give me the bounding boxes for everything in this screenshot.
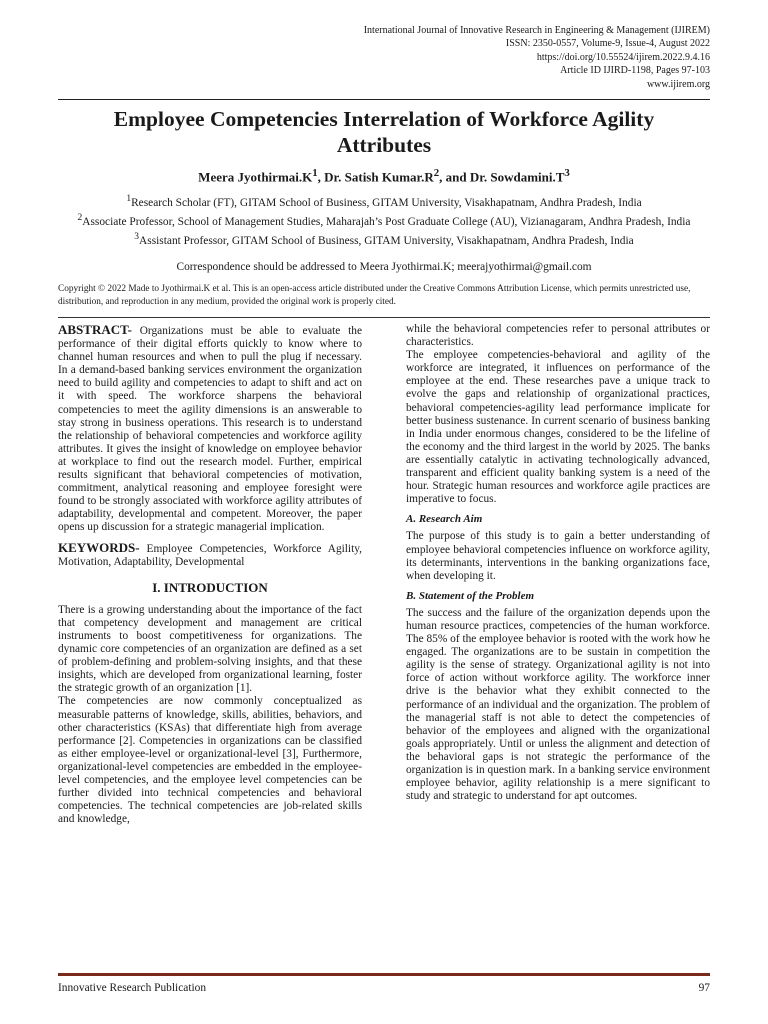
keywords-text: Employee Competencies, Workforce Agility, Motivation, Adaptability, Developmental xyxy=(58,542,362,568)
copyright-notice: Copyright © 2022 Made to Jyothirmai.K et al. This is an open-access article distributed under the Creative Commons Attribution License, which permits unrestricted use, distribution, and reproduction in any medium, provided the original work is properly cited. xyxy=(58,284,691,307)
author-1: Meera Jyothirmai.K xyxy=(198,169,313,185)
research-aim-text: The purpose of this study is to gain a better understanding of employee behavioral competencies influence on workforce agility, its determinants, interventions in the banking organizations face, when developing it. xyxy=(406,530,710,582)
journal-name: International Journal of Innovative Research in Engineering & Management (IJIREM) xyxy=(363,25,710,36)
header-divider xyxy=(58,99,710,100)
author-2: Dr. Satish Kumar.R xyxy=(324,169,434,185)
affiliations xyxy=(70,192,698,250)
author-list: Meera $Jyothirmai.K^1$, Dr. Satish $Kumar.R^2$, and Dr. $Sowdamini.T^3$ xyxy=(198,167,570,185)
section-heading-introduction: I. INTRODUCTION xyxy=(152,579,268,595)
author-3-sup: 3 xyxy=(564,167,570,179)
author-3: Dr. Sowdamini.T xyxy=(469,169,565,185)
right-paragraph-2: The employee competencies-behavioral and agility of the workforce are integrated, it influences on performance of the employee at the end. These researches pave a unique track to evolve the gaps and relationship of organizational practices, behavioral competencies-agility lead performance implicate for better business sustenance. In current scenario of business banking in India under enormous changes, considered to be the lifeline of the economy and the third largest in the world by 2025. The banks are essentially catalytic in activating technologically advanced, transparent and efficient quality banking system is a need of the hour. Strategic human resources and workforce agile practices are imperative to focus. xyxy=(406,349,710,506)
publisher-name: Innovative Research Publication xyxy=(58,982,207,994)
keywords xyxy=(58,541,362,569)
subsection-heading-problem-statement: B. Statement of the Problem xyxy=(406,589,535,602)
journal-header xyxy=(190,24,710,91)
problem-statement-text: The success and the failure of the organization depends upon the human resource practices, competencies of the human workforce. The 85% of the employee behavior is rooted with the work how he engaged. The organizations are to be sustain in competition the agility is the sense of strategy. Organizational agility is not into force of action without workforce agility. The workforce inner drive is the behavior what they exhibit connected to the performance of an individual and the organization. The problem of the managerial staff is not able to detect the competencies of behavior of the employees and aligned with the organizational goals appropriately. Until or unless the alignment and detection of the behavioral gaps is not strategic the performance of the organization is in question mark. In a banking service environment employee behavior, agility relationship is a mere significant to study and strategic to understand for apt outcomes. xyxy=(406,606,710,803)
affiliation-2: $^2$Associate Professor, School of Management Studies, Maharajah’s Post Graduate College (AU), Vizianagaram, Andhra Pradesh, India xyxy=(77,213,691,228)
right-column xyxy=(406,323,710,803)
affiliation-3: $^3$Assistant Professor, GITAM School of Business, GITAM University, Visakhapatnam, Andhra Pradesh, India xyxy=(134,232,634,248)
keywords-label: KEYWORDS- xyxy=(58,539,140,555)
journal-doi[interactable]: https://doi.org/10.55524/ijirem.2022.9.4.16 xyxy=(536,51,710,63)
article-id: Article ID IJIRD-1198, Pages 97-103 xyxy=(560,65,710,77)
abstract-label: ABSTRACT- xyxy=(58,322,132,337)
author-2-sup: 2 xyxy=(433,167,440,179)
left-column xyxy=(58,323,362,826)
abstract-text: Organizations must be able to evaluate the performance of their digital efforts quickly to know where to channel human resources and when to pull the plug if necessary. In a demand-based banking services environment the organization need to build agility and competencies to adapt to shift and act on it with speed. The workforce sharpens the behavioral competencies to meet the agility dimensions is an answerable to stay strong in business operations. This research is to understand the relationship of behavioral competencies and workforce agility attributes. It gives the insight of knowledge on employee behavior at workplace to find out the research model. Further, empirical results significant that behavioral competencies of motivation, commitment, analytical reasoning and employee foresight were found to be strongly associated with workforce agility attributes of adaptability, developmental and competent. Moreover, the paper opens up discussion for a strategic managerial implication. xyxy=(58,325,362,534)
intro-paragraph-1: There is a growing understanding about the importance of the fact that competency development and management are critical instruments to boost competitiveness for organizations. The dynamic core competencies of an organization are defined as a set of problem-defining and problem-solving insights, and that these insights, which are developed from organizational learning, foster the strategic growth of an organization [1]. xyxy=(58,603,362,695)
right-paragraph-1: while the behavioral competencies refer to personal attributes or characteristics. xyxy=(406,323,710,349)
paper-title: Employee Competencies Interrelation of Workforce Agility Attributes xyxy=(113,107,655,157)
abstract xyxy=(58,323,362,535)
page-number: 97 xyxy=(698,982,710,994)
affiliation-1: $^1$Research Scholar (FT), GITAM School of Business, GITAM University, Visakhapatnam, Andhra Pradesh, India xyxy=(126,194,642,209)
journal-issn: ISSN: 2350-0557, Volume-9, Issue-4, August 2022 xyxy=(505,38,710,50)
intro-paragraph-2: The competencies are now commonly conceptualized as measurable patterns of knowledge, skills, abilities, behaviors, and other characteristics (KSAs) that differentiate high from average performance [2]. Competencies in organizations can be classified as either employee-level or organizational-level [3], Furthermore, organizational-level competencies are embedded in the employee-level competencies, and the employee level competencies can be further divided into technical competencies and behavioral competencies. The technical competencies are job-related skills and knowledge, xyxy=(58,695,362,826)
correspondence: Correspondence should be addressed to Meera Jyothirmai.K; meerajyothirmai@gmail.com xyxy=(176,261,592,273)
subsection-heading-research-aim: A. Research Aim xyxy=(406,513,483,526)
body-divider xyxy=(58,317,710,318)
footer-divider xyxy=(58,973,710,976)
author-1-sup: 1 xyxy=(312,167,318,179)
journal-website[interactable]: www.ijirem.org xyxy=(646,78,710,90)
